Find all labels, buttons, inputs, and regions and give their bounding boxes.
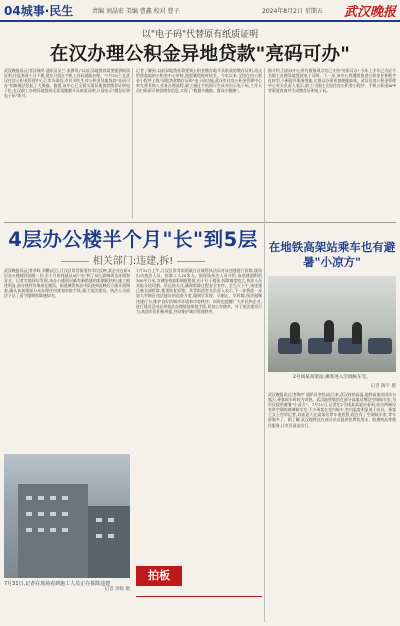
passenger xyxy=(290,322,300,344)
passenger xyxy=(352,322,362,344)
right-photo-caption: 2号线某高架站,乘客进入空调候车室。 xyxy=(293,375,371,380)
passenger xyxy=(324,320,334,342)
photo-credit: 记者 余晖 摄 xyxy=(104,587,130,592)
window xyxy=(38,528,44,532)
subway-waiting-room-photo xyxy=(268,276,396,372)
editors-line: 责编 刘晶宏 美编 曹鑫 校对 曹子 xyxy=(92,8,180,15)
building-shape xyxy=(88,506,130,578)
window xyxy=(50,512,56,516)
paper-logo: 武汉晚报 xyxy=(343,5,396,20)
window xyxy=(62,512,68,516)
issue-date: 2024年8月2日 星期五 xyxy=(262,8,323,15)
seat xyxy=(368,338,392,354)
window xyxy=(62,496,68,500)
window xyxy=(50,496,56,500)
window xyxy=(96,534,102,538)
second-story-body-col1: 武汉晚报讯(记者余晖 刘鹏)近日,江汉区常青街道有市民反映,某企业在原4层办公楼楼顶加建一层,半个月时间就从4层"长"到了5层,影响周边环境和安全。记者实地探访发现,该办公楼顶层确有新搭建的彩钢板结构,施工痕迹明显,部分建材仍堆放在楼顶。街道城管执法中队接到反映后立即开展调查,确认该加建部分未办理任何规划审批手续,属于违法建设。执法人员依法下达了责令限期拆除通知书。 xyxy=(4,268,130,299)
window xyxy=(62,528,68,532)
top-story-headline: 在汉办理公积金异地贷款"亮码可办" xyxy=(49,44,351,65)
section-title: 04城事·民生 xyxy=(4,4,74,18)
window xyxy=(96,518,102,522)
top-story-body-col3: 据介绍,目前该中心所有服务网点均已支持"亮码可办",今年上半年已为近千名职工办理异地贷款电子证明。下一步,该中心将继续推进公积金业务数字化转型,不断提升服务效能,让群众办事更加便捷高效。武汉住房公积金管理中心有关负责人表示,职工可通过全国住房公积金小程序、手机公积金APP等渠道查询并生成缴存证明电子码。 xyxy=(268,68,396,94)
window xyxy=(38,512,44,516)
top-story-body-col1: 武汉晚报讯(记者涂瑞华 通讯员吴兰 张赛男)"以前,异地贷款需要提供纸质证明,往返奔波十分不便,现在只需在手机上亮码就能办理。"7月31日,在武汉住房公积金管理中心江岸办事处,市民刘先生对公积金异地贷款"亮码可办"的新做法竖起了大拇指。据悉,该中心已全面实现异地贷款缴存证明电子化,在汉职工办理异地贷款无需再跑腿开具纸质证明,只需出示"缴存证明电子码"即可。 xyxy=(4,68,130,99)
second-story-headline: 4层办公楼半个月"长"到5层 xyxy=(8,228,258,251)
section-divider xyxy=(4,222,396,223)
window xyxy=(108,518,114,522)
window xyxy=(38,496,44,500)
right-story-headline: 在地铁高架站乘车也有避暑"小凉方" xyxy=(268,240,396,269)
right-photo-credit: 记者 陶宇 摄 xyxy=(370,384,396,389)
window xyxy=(26,496,32,500)
right-story-body: 武汉晚报讯(记者陶宇 通讯员李怡)连日来,武汉持续高温,地铁高架站因站台露天,乘客候车时较为炎热。武汉地铁集团在部分高架站增设空调候车室,为市民提供避暑"小凉方"。7月31日,记者在2号线某高架站看到,站台两端设有带空调的玻璃候车室,不少乘客在室内候车,室内温度明显低于站台。乘客王女士告诉记者,以前夏天在高架站等车很煎熬,现在有了空调候车室,等车舒服多了。据了解,武汉地铁还在部分站点提供免费饮用水、防暑药品等便民服务,让市民清凉出行。 xyxy=(268,392,396,428)
masthead xyxy=(0,0,400,22)
top-story-kicker: 以"电子码"代替原有纸质证明 xyxy=(141,30,259,40)
column-rule xyxy=(132,68,133,218)
second-story-body-col2: 7月31日上午,江汉区常青街道联合区城管执法局对该违建进行拆除,现场出动执法人员、拆除工人20余人。据现场执法人员介绍,该违建面积约300平方米,为钢结构加彩钢板搭建,由于位于楼顶,拆除难度较大,执法人员采取分段切割、吊运的方式,确保拆除过程安全有序。至当天下午,该违建已被全部拆除,楼顶恢复原貌。常青街道有关负责人表示,下一步将进一步加大对辖区违法建设的巡查力度,做到早发现、早制止、早拆除,坚决遏制违建行为,维护良好的城市环境和市容秩序。同时也提醒广大市民和企业,进行建设活动必须依法办理规划审批手续,切勿心存侥幸。对于违法建设行为,欢迎市民积极举报,共同维护城市管理秩序。 xyxy=(136,268,262,314)
badge-rule xyxy=(136,596,262,597)
window xyxy=(108,534,114,538)
second-story-subhead: 相关部门:违建,拆! xyxy=(4,252,262,267)
window xyxy=(50,528,56,532)
window xyxy=(26,512,32,516)
badge: 拍板 xyxy=(136,566,182,586)
top-story-body-col2: 记者了解到,以前异地贷款需要到公积金缴存地开具纸质的缴存证明,再交给贷款地的公积金中心审核,流程繁琐耗时较长。今年以来,全国住房公积金小程序上线"异地贷款缴存证明"电子码功能,武汉市住房公积金管理中心率先将其纳入业务办理流程,职工通过手机即可生成并出示电子码,工作人员扫码即可核验缴存信息,实现了"数据多跑路、群众少跑腿"。 xyxy=(136,68,262,94)
window xyxy=(26,528,32,532)
demolition-photo-caption: 7月31日,记者在现场看到施工人员正在拆除违建 记者 余晖 摄 xyxy=(4,581,130,592)
demolition-photo xyxy=(4,454,130,578)
column-rule xyxy=(264,68,265,622)
